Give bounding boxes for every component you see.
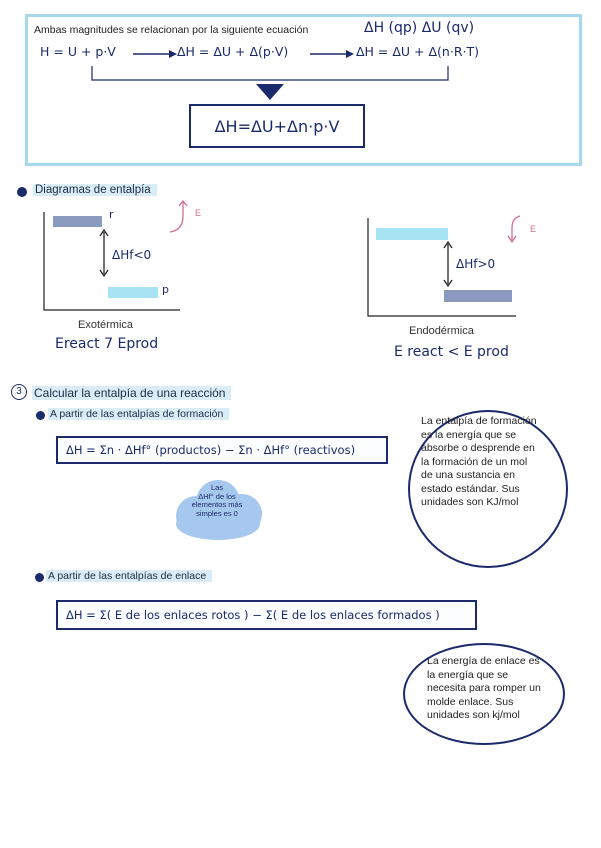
energy-label: E xyxy=(530,224,537,234)
exo-relation: Ereact 7 Eprod xyxy=(55,336,159,352)
bullet-icon xyxy=(36,411,45,420)
arrow-icon xyxy=(310,48,354,60)
section3-heading: Calcular la entalpía de una reacción xyxy=(32,386,231,400)
products-level xyxy=(108,287,158,298)
bond-definition: La energía de enlace es la energía que se necesita para romper un molde enlace. Sus unidades son kj/mol xyxy=(427,655,541,721)
reactants-level xyxy=(53,216,102,227)
intro-handwritten: ΔH (qp) ΔU (qv) xyxy=(364,20,475,36)
equation-delta-nrt: ΔH = ΔU + Δ(n·R·T) xyxy=(356,44,479,59)
reactants-level xyxy=(376,228,448,240)
energy-label: E xyxy=(195,208,202,218)
intro-text: Ambas magnitudes se relacionan por la siguiente ecuación xyxy=(34,24,309,36)
formation-subheading: A partir de las entalpías de formación xyxy=(48,408,229,420)
bullet-icon xyxy=(17,187,27,197)
exothermic-diagram xyxy=(40,212,180,312)
result-equation: ΔH=ΔU+Δn·p·V xyxy=(189,104,365,148)
bullet-icon xyxy=(35,573,44,582)
exo-delta-h: ΔHf<0 xyxy=(112,248,152,262)
endo-delta-h: ΔHf>0 xyxy=(456,257,496,271)
diagrams-heading: Diagramas de entalpía xyxy=(33,184,157,196)
reactants-label: r xyxy=(109,208,114,221)
equation-enthalpy: H = U + p·V xyxy=(40,44,116,59)
endo-relation: E react < E prod xyxy=(394,344,509,360)
merge-connector xyxy=(90,64,450,104)
exo-label: Exotérmica xyxy=(78,319,134,331)
products-level xyxy=(444,290,512,302)
endo-label: Endodérmica xyxy=(409,325,474,337)
cloud-note: Las ΔHf° de los elementos más simples es 0 xyxy=(191,483,243,518)
arrow-icon xyxy=(133,48,177,60)
section-number: 3 xyxy=(11,384,27,400)
equation-delta-pv: ΔH = ΔU + Δ(p·V) xyxy=(177,44,289,59)
products-label: p xyxy=(162,283,169,296)
bond-subheading: A partir de las entalpías de enlace xyxy=(46,570,212,582)
formation-formula: ΔH = Σn · ΔHf° (productos) − Σn · ΔHf° (reactivos) xyxy=(56,436,388,464)
formation-definition: La entalpía de formación es la energía que se absorbe o desprende en la formación de un mol de una sustancia en estado estándar. Sus unidades son KJ/mol xyxy=(421,415,537,508)
bond-formula: ΔH = Σ( E de los enlaces rotos ) − Σ( E de los enlaces formados ) xyxy=(56,600,477,630)
